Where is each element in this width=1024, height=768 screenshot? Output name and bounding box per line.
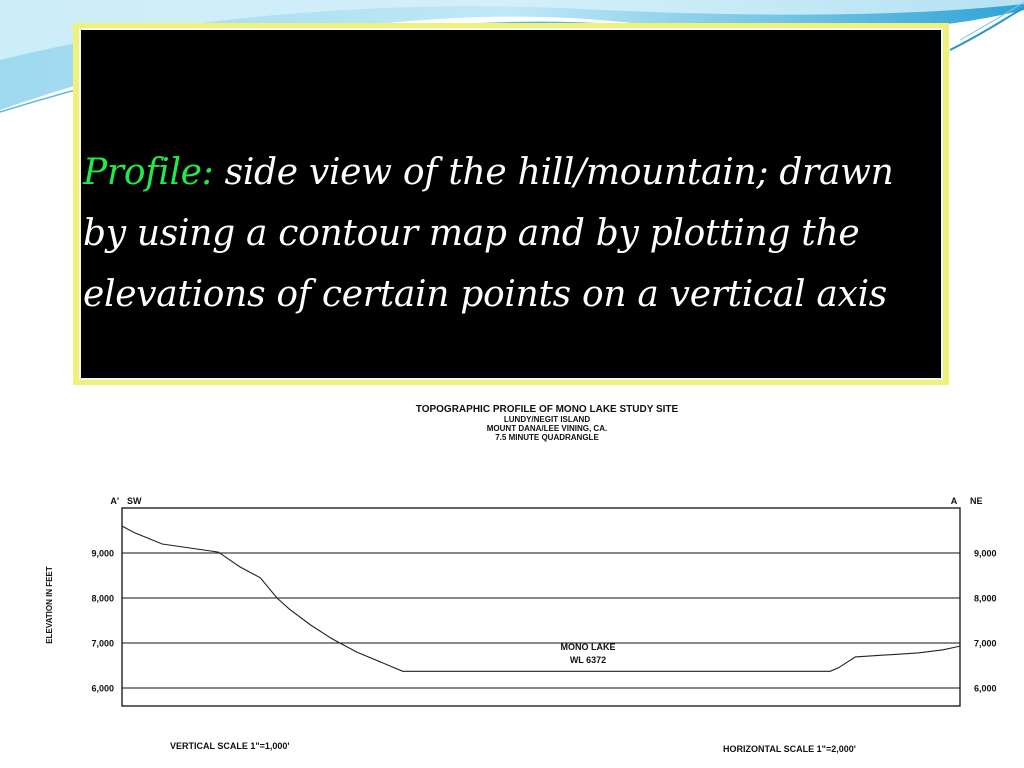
left-point-label: A' [110, 496, 119, 506]
definition-callout-inner [79, 28, 943, 380]
right-direction-label: NE [970, 496, 983, 506]
figure-subtitle-1: LUNDY/NEGIT ISLAND [503, 415, 591, 424]
y-tick-label-left: 7,000 [91, 638, 114, 649]
y-tick-label-right: 8,000 [974, 593, 997, 604]
y-tick-label-left: 9,000 [91, 548, 114, 559]
vertical-scale-label: VERTICAL SCALE 1"=1,000' [170, 741, 290, 751]
y-tick-label-right: 6,000 [974, 683, 997, 694]
figure-title: TOPOGRAPHIC PROFILE OF MONO LAKE STUDY SITE [415, 404, 679, 415]
lake-level-label: WL 6372 [569, 655, 607, 665]
right-point-label: A [950, 496, 958, 506]
y-axis-label: ELEVATION IN FEET [45, 566, 54, 644]
left-direction-label: SW [127, 496, 142, 506]
y-tick-label-right: 7,000 [974, 638, 997, 649]
lake-label: MONO LAKE [560, 642, 616, 652]
topographic-profile-figure [33, 388, 997, 768]
y-tick-label-left: 8,000 [91, 593, 114, 604]
plot-frame [122, 508, 960, 706]
definition-body: side view of the hill/mountain; drawn by using a contour map and by plotting the elevations of certain points on a vertical axis [83, 152, 894, 315]
figure-subtitle-2: MOUNT DANA/LEE VINING, CA. [486, 424, 608, 433]
definition-callout [73, 23, 949, 385]
definition-term: Profile: [83, 152, 214, 193]
profile-line [122, 526, 960, 671]
figure-subtitle-3: 7.5 MINUTE QUADRANGLE [495, 433, 599, 442]
definition-text [83, 142, 943, 325]
y-tick-label-left: 6,000 [91, 683, 114, 694]
profile-chart [33, 388, 997, 768]
y-tick-label-right: 9,000 [974, 548, 997, 559]
horizontal-scale-label: HORIZONTAL SCALE 1"=2,000' [723, 744, 856, 754]
